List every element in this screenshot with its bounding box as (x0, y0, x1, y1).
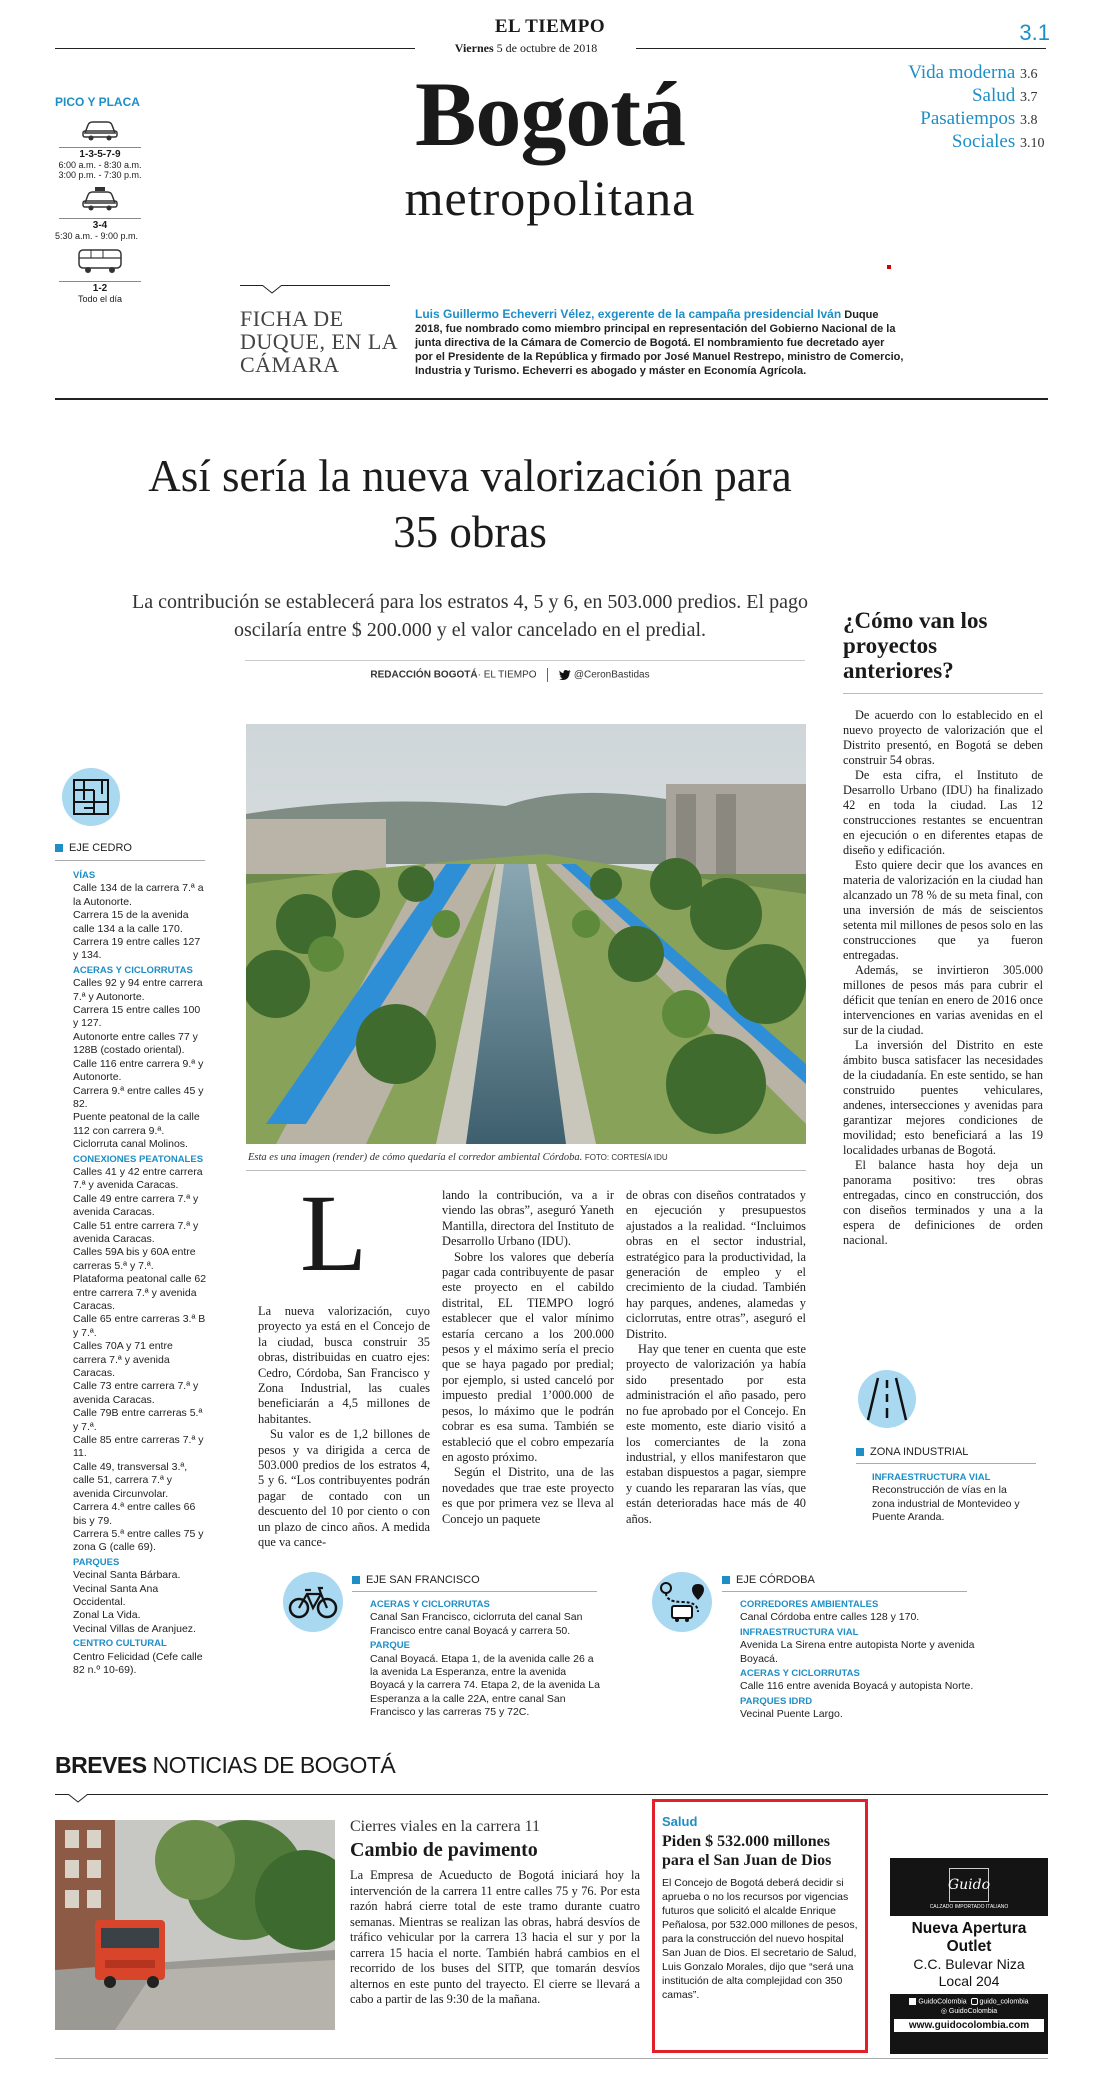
date-line (420, 41, 632, 56)
sidebar-p3: Esto quiere decir que los avances en materia de valorización en la ciudad han alcanzado un 78 % de su meta final, con una inversión de más de seiscientos setenta mil millones de pesos solo en las construcciones que ya fueron entregadas. (843, 858, 1043, 962)
eje-cedro-item: Autonorte entre calles 77 y 128B (costado oriental). (73, 1030, 198, 1057)
eje-cedro-rule (55, 860, 205, 861)
ad-social: GuidoColombia guido_colombia (890, 1998, 1048, 2005)
breve2 (662, 1814, 860, 2002)
index-item-salud[interactable]: Salud 3.7 (971, 85, 1038, 106)
eje-cordoba-label: EJE CÓRDOBA (736, 1574, 815, 1586)
breve1-text: La Empresa de Acueducto de Bogotá iniciará hoy la intervención de la carrera 11 entre calles 75 y 76. Por esta razón habrá cierre total de este tramo durante cuatro semanas. Mientras se realizan las obras, habrá desvíos de tráfico vehicular por la carrera 13 hacia el sur y por la carrera 15 hacia el norte. También habrá cambios en el recorrido de los buses del SITP, que tomarán desvíos alternos en este punto del trayecto. El cierre se llevará a cabo a partir de las 9:30 de la mañana. (350, 1868, 640, 2006)
eje-sf-text2: Canal Boyacá. Etapa 1, de la avenida calle 26 a la avenida La Esperanza, entre la avenida Boyacá y la carrera 74. Etapa 2, de la avenida La Esperanza a la calle 22A, entre canal San Francisco y las carreras 75 y 72C. (370, 1652, 600, 1719)
eje-cordoba-cat4: PARQUES IDRD (740, 1695, 813, 1707)
sidebar-p5: La inversión del Distrito en este ámbito busca satisfacer las necesidades de la ciudadanía. En este sentido, se han construido puentes vehiculares, andenes, intersecciones y avenidas para garantizar mejores condiciones de movilidad; esto beneficiará a las 19 localidades urbanas de Bogotá. (843, 1038, 1043, 1157)
taxi-hours: 5:30 a.m. - 9:00 p.m. (55, 231, 139, 241)
masthead-rule-right (636, 48, 1046, 49)
eje-cedro-item: Calle 116 entre carrera 9.ª y Autonorte. (73, 1057, 204, 1084)
ad-tagline: CALZADO IMPORTADO ITALIANO (929, 1904, 1009, 1910)
eje-cedro-item: Puente peatonal de la calle 112 con carrera 9.ª. (73, 1111, 200, 1137)
zona-cat: INFRAESTRUCTURA VIAL (872, 1472, 991, 1483)
street-photo (55, 1820, 335, 2030)
eje-cedro-title (55, 842, 195, 854)
bus-icon (77, 247, 123, 275)
eje-cedro-cat: CONEXIONES PEATONALES (73, 1153, 204, 1165)
eje-cedro-list (73, 868, 208, 1677)
date-text: 5 de octubre de 2018 (496, 41, 598, 55)
breves-rule (55, 1794, 1048, 1795)
ficha-lead: Luis Guillermo Echeverri Vélez, exgerente de la campaña presidencial Iván (415, 307, 842, 321)
body-col2 (442, 1188, 614, 1527)
eje-cedro-item: Carrera 15 de la avenida calle 134 a la calle 170. (73, 909, 189, 935)
eje-cedro-item: Plataforma peatonal calle 62 entre carrera 7.ª y avenida Caracas. (73, 1273, 207, 1312)
ad-web[interactable]: www.guidocolombia.com (894, 2019, 1044, 2032)
eje-cedro-label: EJE CEDRO (69, 842, 132, 854)
index-list (850, 62, 1050, 154)
col3-p2: Hay que tener en cuenta que este proyecto de valorización ya había sido presentado por esta administración el año pasado, pero no fue aprobado por el Concejo. En este momento, este diario visitó a los comerciantes de la zona industrial, y ellos manifestaron que estaban dispuestos a pagar, siempre y cuando les repararan las vías, que están deterioradas hace más de 40 años. (626, 1342, 806, 1526)
zona-industrial-title (856, 1446, 1036, 1458)
eje-sf-label: EJE SAN FRANCISCO (366, 1574, 480, 1586)
taxi-plates: 3-4 (92, 220, 108, 231)
breves-photo (55, 1820, 335, 2030)
breves-sublabel: NOTICIAS DE BOGOTÁ (152, 1752, 396, 1778)
facebook-icon (909, 1998, 916, 2005)
road-icon (864, 1374, 910, 1424)
route-bus-icon (656, 1578, 708, 1626)
eje-sf-cat2: PARQUE (370, 1640, 410, 1652)
sidebar-body (843, 708, 1043, 1248)
page-bottom-rule (55, 2058, 1048, 2059)
main-photo (246, 724, 806, 1144)
sidebar-title-rule (843, 693, 1043, 694)
breve1-title: Cambio de pavimento (350, 1839, 538, 1861)
ficha-notch (262, 285, 282, 295)
pico-placa-title: PICO Y PLACA (55, 95, 140, 109)
car-icon (81, 117, 119, 141)
deck-rule (245, 660, 805, 661)
breves-header (55, 1752, 395, 1779)
sidebar-p4: Además, se invirtieron 305.000 millones de pesos más para cubrir el déficit que tenían en enero de 2016 once intervenciones en varias avenidas en el sur de la ciudad. (843, 963, 1043, 1037)
section-title: Bogotá (415, 63, 685, 165)
eje-cedro-item: Calles 59A bis y 60A entre carreras 5.ª y 7.ª. (73, 1246, 196, 1272)
map-grid-icon (68, 774, 114, 820)
eje-cordoba-cat2: INFRAESTRUCTURA VIAL (740, 1626, 859, 1638)
pico-placa-car (55, 117, 145, 180)
eje-cedro-item: Calles 70A y 71 entre carrera 7.ª y avenida Caracas. (73, 1340, 173, 1380)
sidebar-p2: De esta cifra, el Instituto de Desarrollo Urbano (IDU) ha finalizado 42 en toda la ciudad. Las 12 construcciones restantes se encuentran en ejecución o en diferentes etapas de diseño y edificación. (843, 768, 1043, 857)
photo-credit: FOTO: CORTESÍA IDU (584, 1153, 668, 1162)
eje-cedro-item: Carrera 19 entre calles 127 y 134. (73, 936, 201, 962)
eje-cedro-cat: VÍAS (73, 870, 96, 881)
sidebar-p1: De acuerdo con lo establecido en el nuevo proyecto de valorización que el Distrito presentó, en Bogotá se deben construir 54 obras. (843, 708, 1043, 767)
eje-cedro-item: Vecinal Santa Ana Occidental. (73, 1582, 159, 1608)
body-col3 (626, 1188, 806, 1527)
byline-paper: · EL TIEMPO (477, 669, 537, 681)
col2-p1: lando la contribución, va a ir viendo las obras”, aseguró Yaneth Mantilla, directora del Instituto de Desarrollo Urbano (IDU). (442, 1188, 614, 1249)
zona-text: Reconstrucción de vías en la zona industrial de Montevideo y Puente Aranda. (872, 1484, 1020, 1524)
eje-cedro-item: Carrera 15 entre calles 100 y 127. (73, 1004, 201, 1030)
col1-p1: La nueva valorización, cuyo proyecto ya está en el Concejo de la ciudad, busca construir 35 obras, distribuidas en cuatro ejes: Cedro, Córdoba, San Francisco y Zona Industrial, las cuales beneficiarán a 4,5 millones de habitantes. (258, 1304, 430, 1426)
eje-cedro-item: Carrera 9.ª entre calles 45 y 82. (73, 1084, 204, 1110)
paper-name: EL TIEMPO (494, 16, 606, 37)
eje-cordoba-text3: Calle 116 entre avenida Boyacá y autopista Norte. (740, 1680, 974, 1693)
ad-headline-box (890, 1916, 1048, 1994)
car-hours-2: 3:00 p.m. - 7:30 p.m. (58, 170, 142, 180)
breve1-kicker: Cierres viales en la carrera 11 (350, 1818, 540, 1835)
globe-icon: ◎ (940, 2008, 947, 2016)
zona-rule (856, 1463, 1036, 1464)
pico-placa (55, 95, 145, 304)
eje-cedro-item: Ciclorruta canal Molinos. (73, 1138, 188, 1151)
dropcap: L (300, 1172, 368, 1294)
article-headline: Así sería la nueva valorización para 35 obras (148, 451, 792, 557)
eje-cordoba-cat1: CORREDORES AMBIENTALES (740, 1599, 879, 1610)
eje-cordoba-body (740, 1597, 1000, 1722)
date-day: Viernes (454, 41, 494, 55)
pico-placa-taxi (55, 186, 145, 241)
caption-text: Esta es una imagen (render) de cómo quedaría el corredor ambiental Córdoba. (248, 1152, 583, 1163)
instagram-icon (971, 1998, 978, 2005)
pico-placa-bus (55, 247, 145, 304)
twitter-handle[interactable]: @CeronBastidas (573, 669, 650, 681)
breve2-text: El Concejo de Bogotá deberá decidir si aprueba o no los recursos por vigencias futuros que solicitó el alcalde Enrique Peñalosa, por 532.000 millones de pesos, para la construcción del nuevo hospital San Juan de Dios. El secretario de Salud, Luis Gonzalo Morales, dijo que “será una institución de alta complejidad con 350 camas”. (662, 1877, 858, 2001)
byline (280, 668, 740, 682)
eje-cedro-item: Calle 79B entre carreras 5.ª y 7.ª. (73, 1407, 203, 1433)
zona-industrial-body (872, 1470, 1022, 1525)
body-col1 (258, 1304, 430, 1551)
eje-sf-text1: Canal San Francisco, ciclorruta del canal San Francisco entre canal Boyacá y carrera 50. (370, 1611, 583, 1637)
eje-cedro-item: Calles 41 y 42 entre carrera 7.ª y avenida Caracas. (73, 1165, 203, 1192)
eje-cordoba-title (722, 1574, 972, 1586)
byline-name: REDACCIÓN BOGOTÁ (370, 669, 478, 681)
eje-sf-title (352, 1574, 602, 1586)
index-item-pasatiempos[interactable]: Pasatiempos 3.8 (920, 108, 1038, 129)
red-dot (887, 265, 891, 269)
col1-p2: Su valor es de 1,2 billones de pesos y va dirigida a cerca de 503.000 predios de los estratos 4, 5 y 6. “Los contribuyentes podrán pagar de contado con un descuento del 10 por ciento o con un plazo de cinco años. A medida que va cance- (258, 1427, 430, 1550)
col3-p1: de obras con diseños contratados y en ejecución y presupuestos ajustados a la realidad. “Incluimos obras en el sector industrial, estratégico para la productividad, la generación de empleo y el crecimiento de la ciudad. También hay parques, andenes, alamedas y ciclorrutas, entre otras”, aseguró el Distrito. (626, 1188, 806, 1341)
bicycle-icon (287, 1582, 339, 1622)
ad-headline: Nueva Apertura Outlet (911, 1920, 1027, 1955)
render-image (246, 724, 806, 1144)
eje-cedro-item: Calle 49, transversal 3.ª, calle 51, carrera 7.ª y avenida Circunvolar. (73, 1460, 188, 1500)
ad-location: C.C. Bulevar Niza (913, 1956, 1025, 1972)
eje-sf-rule (352, 1591, 597, 1592)
eje-sf-body (370, 1597, 600, 1720)
breves-label: BREVES (55, 1752, 147, 1778)
eje-cedro-item: Calle 65 entre carreras 3.ª B y 7.ª. (73, 1313, 206, 1339)
col2-p2: Sobre los valores que debería pagar cada contribuyente de pasar este proyecto en el cabildo distrital, EL TIEMPO logró establecer que el valor mínimo estaría cercano a los 200.000 pesos y el máximo sería el precio que se haya pagado por predial; por ejemplo, si usted canceló por impuesto predial 1’000.000 de pesos, lo máximo que le podrán cobrar es esa suma. También se estableció que el cobro empezaría en agosto próximo. (442, 1249, 614, 1464)
ficha-title: FICHA DE DUQUE, EN LA CÁMARA (240, 306, 397, 377)
breve1 (350, 1818, 640, 2008)
masthead-bottom-rule (55, 398, 1048, 400)
eje-cordoba-text4: Vecinal Puente Largo. (740, 1708, 843, 1721)
twitter-icon (559, 670, 571, 680)
sidebar-title: ¿Cómo van los proyectos anteriores? (843, 608, 988, 683)
taxi-icon (81, 186, 119, 212)
eje-cedro-item: Zonal La Vida. (73, 1609, 141, 1622)
eje-cedro-item: Carrera 4.ª entre calles 66 bis y 79. (73, 1501, 196, 1527)
eje-cordoba-rule (722, 1591, 967, 1592)
breve2-title: Piden $ 532.000 millones para el San Juan de Dios (662, 1833, 832, 1869)
ficha-text (415, 307, 905, 378)
eje-cedro-item: Calle 73 entre carrera 7.ª y avenida Caracas. (73, 1380, 199, 1406)
ad-local: Local 204 (938, 1973, 1000, 1989)
bus-hours: Todo el día (77, 294, 123, 304)
eje-cedro-item: Calle 49 entre carrera 7.ª y avenida Caracas. (73, 1192, 199, 1219)
eje-cedro-cat: CENTRO CULTURAL (73, 1638, 167, 1650)
eje-cedro-cat: ACERAS Y CICLORRUTAS (73, 964, 193, 976)
eje-cedro-item: Vecinal Villas de Aranjuez. (73, 1622, 196, 1635)
eje-cedro-item: Calles 92 y 94 entre carrera 7.ª y Autonorte. (73, 977, 203, 1003)
col2-p3: Según el Distrito, una de las novedades que trae este proyecto es que por primera vez se lleva al Concejo un paquete (442, 1465, 614, 1526)
eje-cedro-item: Calle 134 de la carrera 7.ª a la Autonorte. (73, 882, 204, 908)
section-subtitle: metropolitana (404, 170, 696, 226)
caption-rule (246, 1170, 806, 1171)
eje-cedro-item: Centro Felicidad (Cefe calle 82 n.º 10-69). (73, 1650, 203, 1676)
page-number: 3.1 (1019, 20, 1050, 45)
breve2-kicker: Salud (662, 1814, 698, 1829)
eje-cedro-item: Vecinal Santa Bárbara. (73, 1569, 181, 1582)
breves-notch (68, 1794, 88, 1804)
index-item-sociales[interactable]: Sociales 3.10 (951, 131, 1045, 152)
eje-cordoba-text1: Canal Córdoba entre calles 128 y 170. (740, 1611, 920, 1624)
masthead-rule-left (55, 48, 415, 49)
eje-cedro-item: Carrera 5.ª entre calles 75 y zona G (calle 69). (73, 1527, 204, 1554)
guido-logo: Guido (949, 1868, 989, 1902)
article-deck: La contribución se establecerá para los estratos 4, 5 y 6, en 503.000 predios. El pago oscilaría entre $ 200.000 y el valor cancelado en el predial. (132, 591, 808, 641)
eje-cedro-item: Calle 85 entre carreras 7.ª y 11. (73, 1434, 204, 1460)
eje-cordoba-cat3: ACERAS Y CICLORRUTAS (740, 1668, 860, 1680)
car-plates: 1-3-5-7-9 (79, 149, 121, 160)
sidebar-p6: El balance hasta hoy deja un panorama positivo: tres obras entregadas, cinco en construcción, dos con diseños terminados y una a la espera de definiciones de orden nacional. (843, 1158, 1043, 1247)
eje-cordoba-text2: Avenida La Sirena entre autopista Norte y avenida Boyacá. (740, 1639, 975, 1665)
bus-plates: 1-2 (92, 283, 108, 294)
eje-cedro-cat: PARQUES (73, 1556, 120, 1568)
eje-sf-cat1: ACERAS Y CICLORRUTAS (370, 1599, 490, 1610)
ad-social-3: ◎ GuidoColombia (940, 2008, 998, 2016)
eje-cedro-item: Calle 51 entre carrera 7.ª y avenida Caracas. (73, 1219, 199, 1245)
index-item-vida[interactable]: Vida moderna 3.6 (908, 62, 1038, 83)
car-hours-1: 6:00 a.m. - 8:30 a.m. (58, 160, 142, 170)
photo-caption (248, 1152, 808, 1163)
ficha-body: Duque 2018, fue nombrado como miembro principal en representación del Gobierno Nacional de la junta directiva de la Cámara de Comercio de Bogotá. El nombramiento fue decretado ayer por el Presidente de la República y firmado por José Manuel Restrepo, ministro de Comercio, Industria y Turismo. Echeverri es abogado y máster en Economía Agrícola. (415, 309, 904, 377)
zona-industrial-label: ZONA INDUSTRIAL (870, 1446, 969, 1458)
masthead (0, 0, 1102, 400)
ad-guido[interactable] (890, 1858, 1048, 2054)
